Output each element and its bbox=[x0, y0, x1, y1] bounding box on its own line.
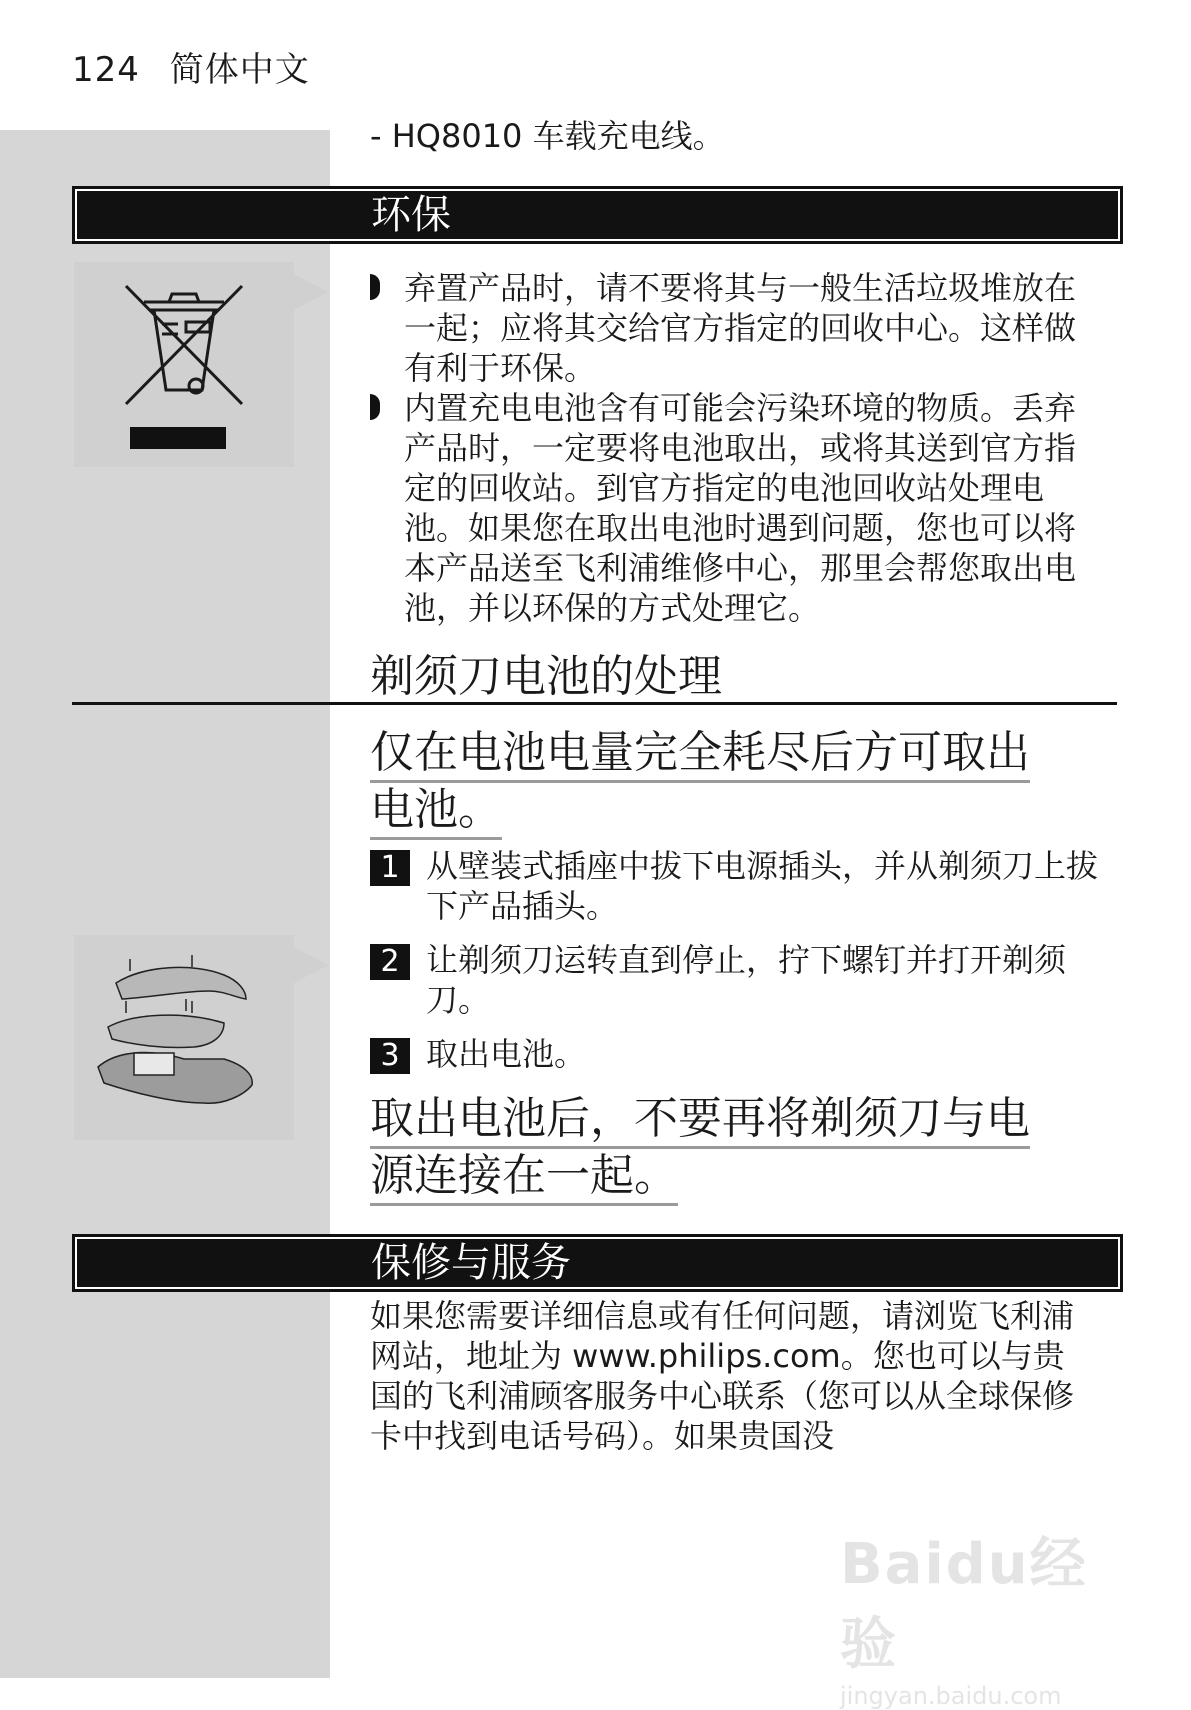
step-3 bbox=[370, 1034, 1110, 1074]
figure-pointer bbox=[294, 947, 328, 983]
warning-line: 电池。 bbox=[370, 783, 502, 840]
list-item: 内置充电电池含有可能会污染环境的物质。丢弃产品时，一定要将电池取出，或将其送到官方指定的回收站。到官方指定的电池回收站处理电池。如果您在取出电池时遇到问题，您也可以将本产品送至飞利浦维修中心，那里会帮您取出电池，并以环保的方式处理它。 bbox=[370, 388, 1090, 628]
service-paragraph: 如果您需要详细信息或有任何问题，请浏览飞利浦网站，地址为 www.philips.com。您也可以与贵国的飞利浦顾客服务中心联系（您可以从全球保修卡中找到电话号码）。如果贵国没 bbox=[370, 1297, 1075, 1455]
page-language: 简体中文 bbox=[169, 50, 310, 90]
warning-line: 取出电池后，不要再将剃须刀与电 bbox=[370, 1092, 1030, 1149]
bullet-icon bbox=[370, 394, 380, 420]
step-text: 从壁装式插座中拔下电源插头，并从剃须刀上拔下产品插头。 bbox=[426, 847, 1099, 925]
environment-bullets bbox=[370, 268, 1090, 628]
warning-bottom bbox=[370, 1092, 1090, 1206]
figure-shaver-disassembly bbox=[74, 935, 294, 1140]
section-bar-environment bbox=[72, 186, 1123, 244]
step-text: 让剃须刀运转直到停止，拧下螺钉并打开剃须刀。 bbox=[426, 941, 1067, 1019]
watermark-url: jingyan.baidu.com bbox=[840, 1682, 1062, 1710]
warning-line: 源连接在一起。 bbox=[370, 1149, 678, 1206]
warning-top bbox=[370, 726, 1090, 840]
section-title-environment: 环保 bbox=[371, 192, 451, 238]
watermark bbox=[840, 1520, 1130, 1710]
step-number-badge: 1 bbox=[370, 850, 410, 886]
step-1 bbox=[370, 846, 1110, 926]
step-2 bbox=[370, 940, 1110, 1020]
list-item: 弃置产品时，请不要将其与一般生活垃圾堆放在一起；应将其交给官方指定的回收中心。这样做有利于环保。 bbox=[370, 268, 1090, 388]
section-rule bbox=[72, 702, 1117, 705]
figure-pointer bbox=[294, 274, 328, 310]
section-title-service: 保修与服务 bbox=[371, 1240, 571, 1286]
step-number-badge: 3 bbox=[370, 1038, 410, 1074]
section-bar-service bbox=[72, 1234, 1123, 1292]
section-title-battery: 剃须刀电池的处理 bbox=[370, 651, 722, 702]
intro-item: - HQ8010 车载充电线。 bbox=[370, 117, 725, 155]
step-number-badge: 2 bbox=[370, 944, 410, 980]
shaver-exploded-icon bbox=[74, 935, 294, 1140]
page-header bbox=[72, 42, 310, 91]
figure-recycle-bin bbox=[74, 262, 294, 467]
bullet-icon bbox=[370, 274, 380, 300]
step-text: 取出电池。 bbox=[426, 1035, 587, 1073]
page-number: 124 bbox=[72, 50, 140, 90]
crossed-bin-icon bbox=[74, 262, 294, 467]
warning-line: 仅在电池电量完全耗尽后方可取出 bbox=[370, 726, 1030, 783]
watermark-logo: Baidu经验 bbox=[840, 1532, 1088, 1677]
